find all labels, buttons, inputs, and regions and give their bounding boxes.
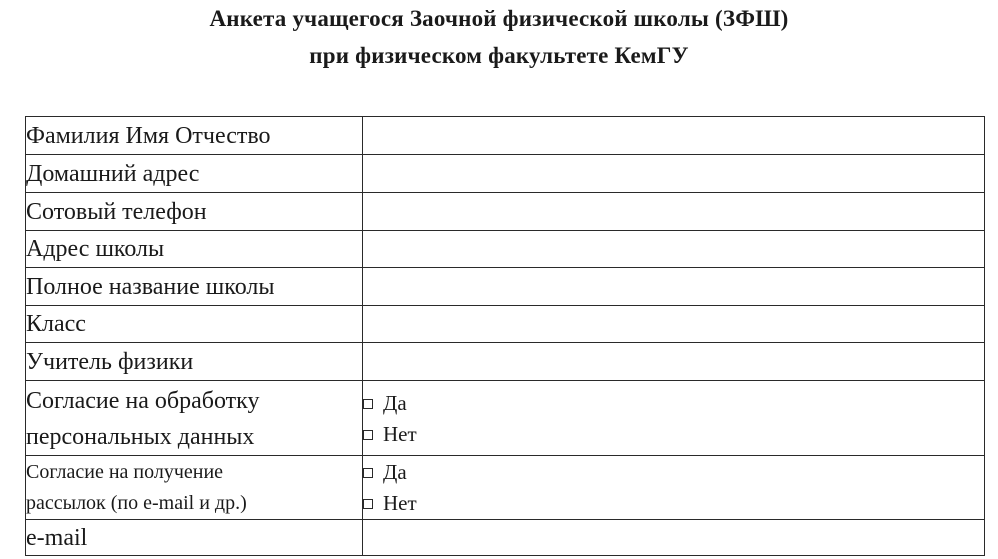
consent-mailing-label-line-2: рассылок (по e-mail и др.) xyxy=(26,491,247,514)
home-address-field[interactable] xyxy=(363,155,985,193)
consent-mailing-label-line-1: Согласие на получение xyxy=(26,460,224,483)
full-name-field[interactable] xyxy=(363,117,985,155)
row-full-name xyxy=(26,117,985,155)
option-label-yes: Да xyxy=(383,390,407,415)
row-email xyxy=(26,520,985,556)
checkbox-icon[interactable] xyxy=(363,499,373,509)
consent-personal-data-yes-option[interactable] xyxy=(363,387,984,418)
row-grade xyxy=(26,306,985,343)
row-school-name xyxy=(26,268,985,306)
consent-personal-data-options xyxy=(363,381,985,456)
physics-teacher-label: Учитель физики xyxy=(26,343,363,381)
checkbox-icon[interactable] xyxy=(363,430,373,440)
school-name-field[interactable] xyxy=(363,268,985,306)
grade-label: Класс xyxy=(26,306,363,343)
consent-mailing-options xyxy=(363,456,985,520)
consent-mailing-no-option[interactable] xyxy=(363,488,984,519)
option-label-no: Нет xyxy=(383,491,417,515)
row-physics-teacher xyxy=(26,343,985,381)
home-address-label: Домашний адрес xyxy=(26,155,363,193)
full-name-label: Фамилия Имя Отчество xyxy=(26,117,363,155)
row-school-address xyxy=(26,231,985,268)
form-title-line-1: Анкета учащегося Заочной физической школы (ЗФШ) xyxy=(209,6,789,31)
physics-teacher-field[interactable] xyxy=(363,343,985,381)
email-field[interactable] xyxy=(363,520,985,556)
school-address-field[interactable] xyxy=(363,231,985,268)
questionnaire-table xyxy=(25,116,985,556)
grade-field[interactable] xyxy=(363,306,985,343)
row-consent-personal-data xyxy=(26,381,985,456)
checkbox-icon[interactable] xyxy=(363,468,373,478)
school-address-label: Адрес школы xyxy=(26,231,363,268)
mobile-phone-label: Сотовый телефон xyxy=(26,193,363,231)
consent-mailing-label xyxy=(26,456,363,520)
checkbox-icon[interactable] xyxy=(363,399,373,409)
consent-personal-data-label-line-2: персональных данных xyxy=(26,423,255,450)
row-home-address xyxy=(26,155,985,193)
row-mobile-phone xyxy=(26,193,985,231)
option-label-no: Нет xyxy=(383,421,417,446)
form-title-line-2: при физическом факультете КемГУ xyxy=(309,43,689,68)
consent-personal-data-label xyxy=(26,381,363,456)
email-label: e-mail xyxy=(26,520,363,556)
consent-mailing-yes-option[interactable] xyxy=(363,457,984,488)
mobile-phone-field[interactable] xyxy=(363,193,985,231)
row-consent-mailing xyxy=(26,456,985,520)
consent-personal-data-no-option[interactable] xyxy=(363,418,984,449)
school-name-label: Полное название школы xyxy=(26,268,363,306)
option-label-yes: Да xyxy=(383,460,407,484)
consent-personal-data-label-line-1: Согласие на обработку xyxy=(26,387,260,414)
